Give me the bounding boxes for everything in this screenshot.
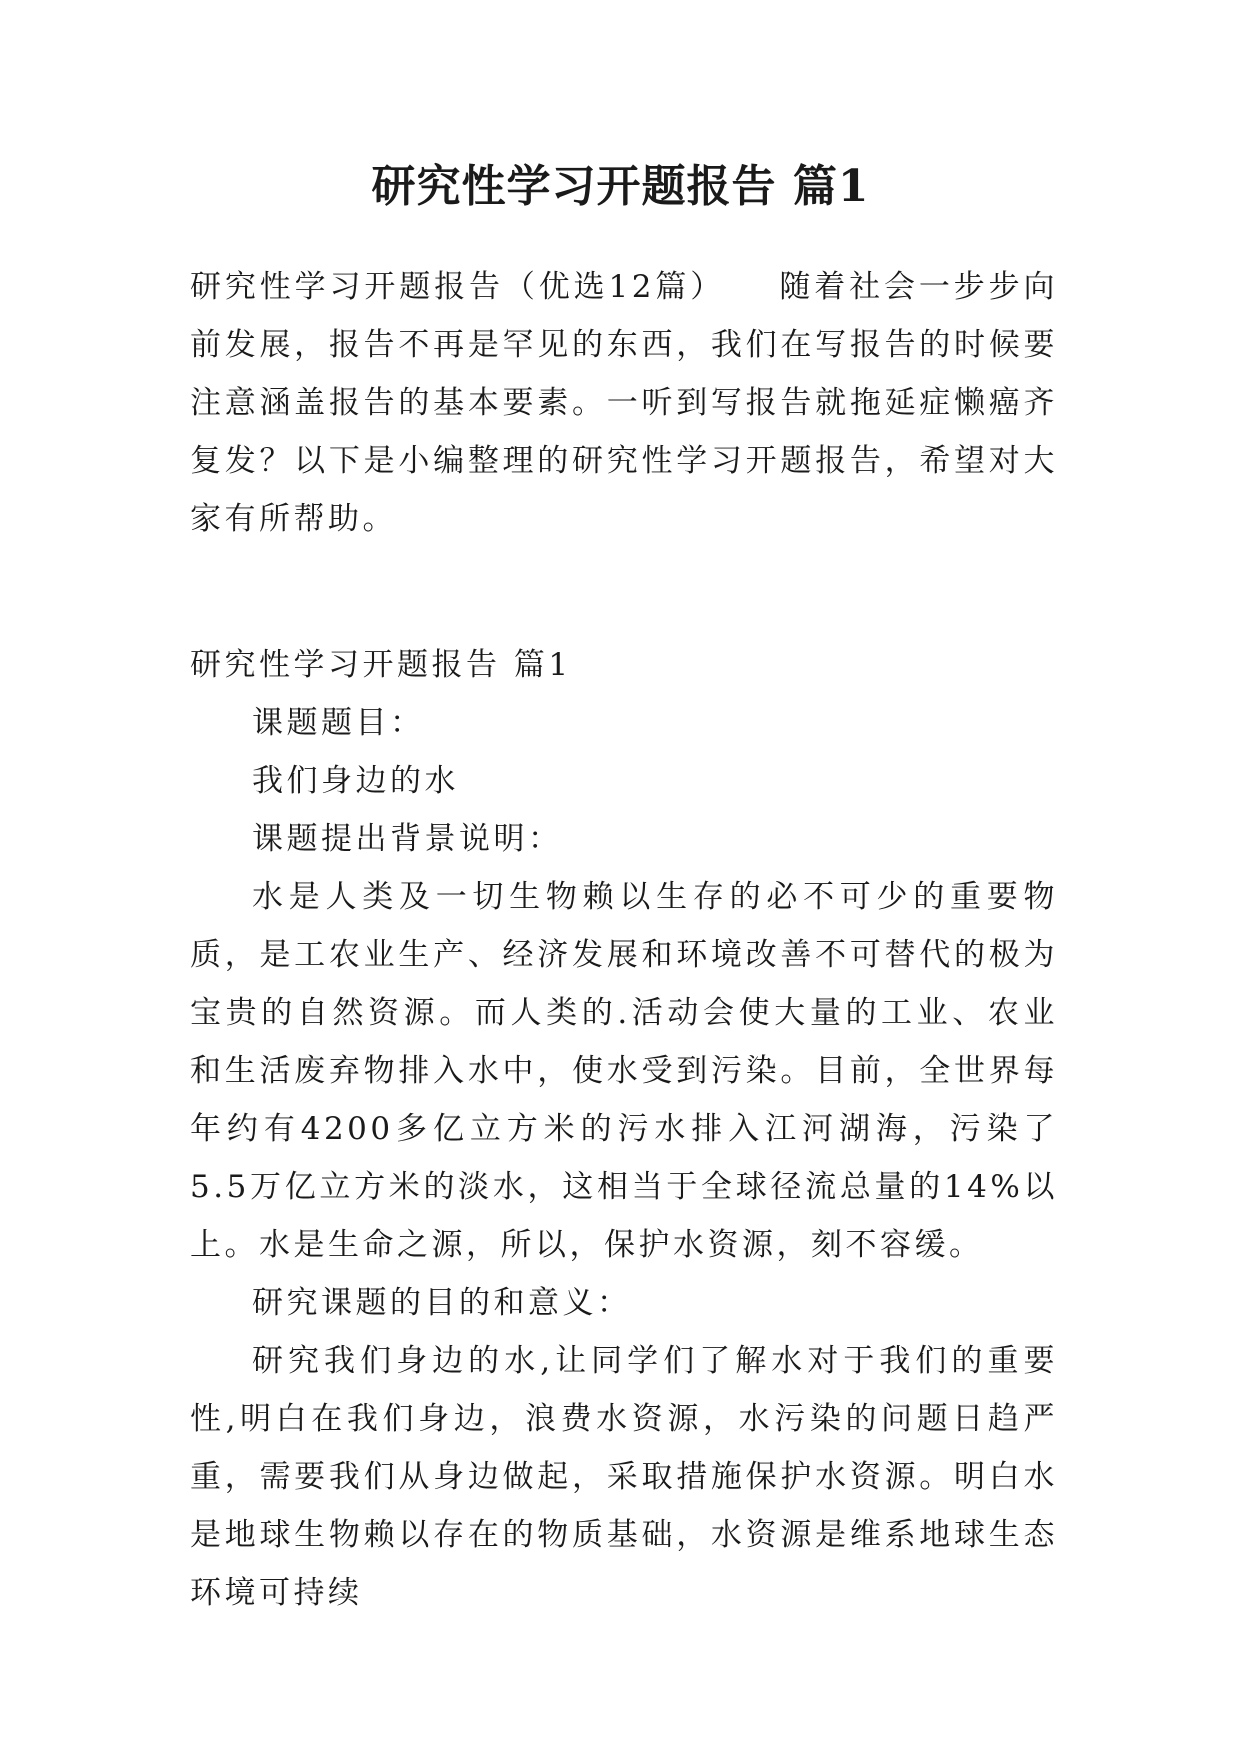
section-content xyxy=(190,694,1058,1622)
background-paragraph: 水是人类及一切生物赖以生存的必不可少的重要物质，是工农业生产、经济发展和环境改善不可替代的极为宝贵的自然资源。而人类的.活动会使大量的工业、农业和生活废弃物排入水中，使水受到污染。目前，全世界每年约有4200多亿立方米的污水排入江河湖海，污染了5.5万亿立方米的淡水，这相当于全球径流总量的14%以上。水是生命之源，所以，保护水资源，刻不容缓。 xyxy=(190,879,1058,1263)
topic-name: 我们身边的水 xyxy=(252,763,459,799)
document-title: 研究性学习开题报告 篇1 xyxy=(371,161,870,212)
section-heading: 研究性学习开题报告 篇1 xyxy=(190,647,572,683)
background-label: 课题提出背景说明： xyxy=(252,821,563,857)
intro-paragraph: 研究性学习开题报告（优选12篇） 随着社会一步步向前发展，报告不再是罕见的东西，我们在写报告的时候要注意涵盖报告的基本要素。一听到写报告就拖延症懒癌齐复发？以下是小编整理的研究性学习开题报告，希望对大家有所帮助。 xyxy=(190,269,1058,537)
purpose-label: 研究课题的目的和意义： xyxy=(252,1285,632,1321)
topic-label: 课题题目： xyxy=(252,705,425,741)
purpose-paragraph: 研究我们身边的水,让同学们了解水对于我们的重要性,明白在我们身边，浪费水资源，水污染的问题日趋严重，需要我们从身边做起，采取措施保护水资源。明白水是地球生物赖以存在的物质基础，水资源是维系地球生态环境可持续 xyxy=(190,1343,1058,1611)
